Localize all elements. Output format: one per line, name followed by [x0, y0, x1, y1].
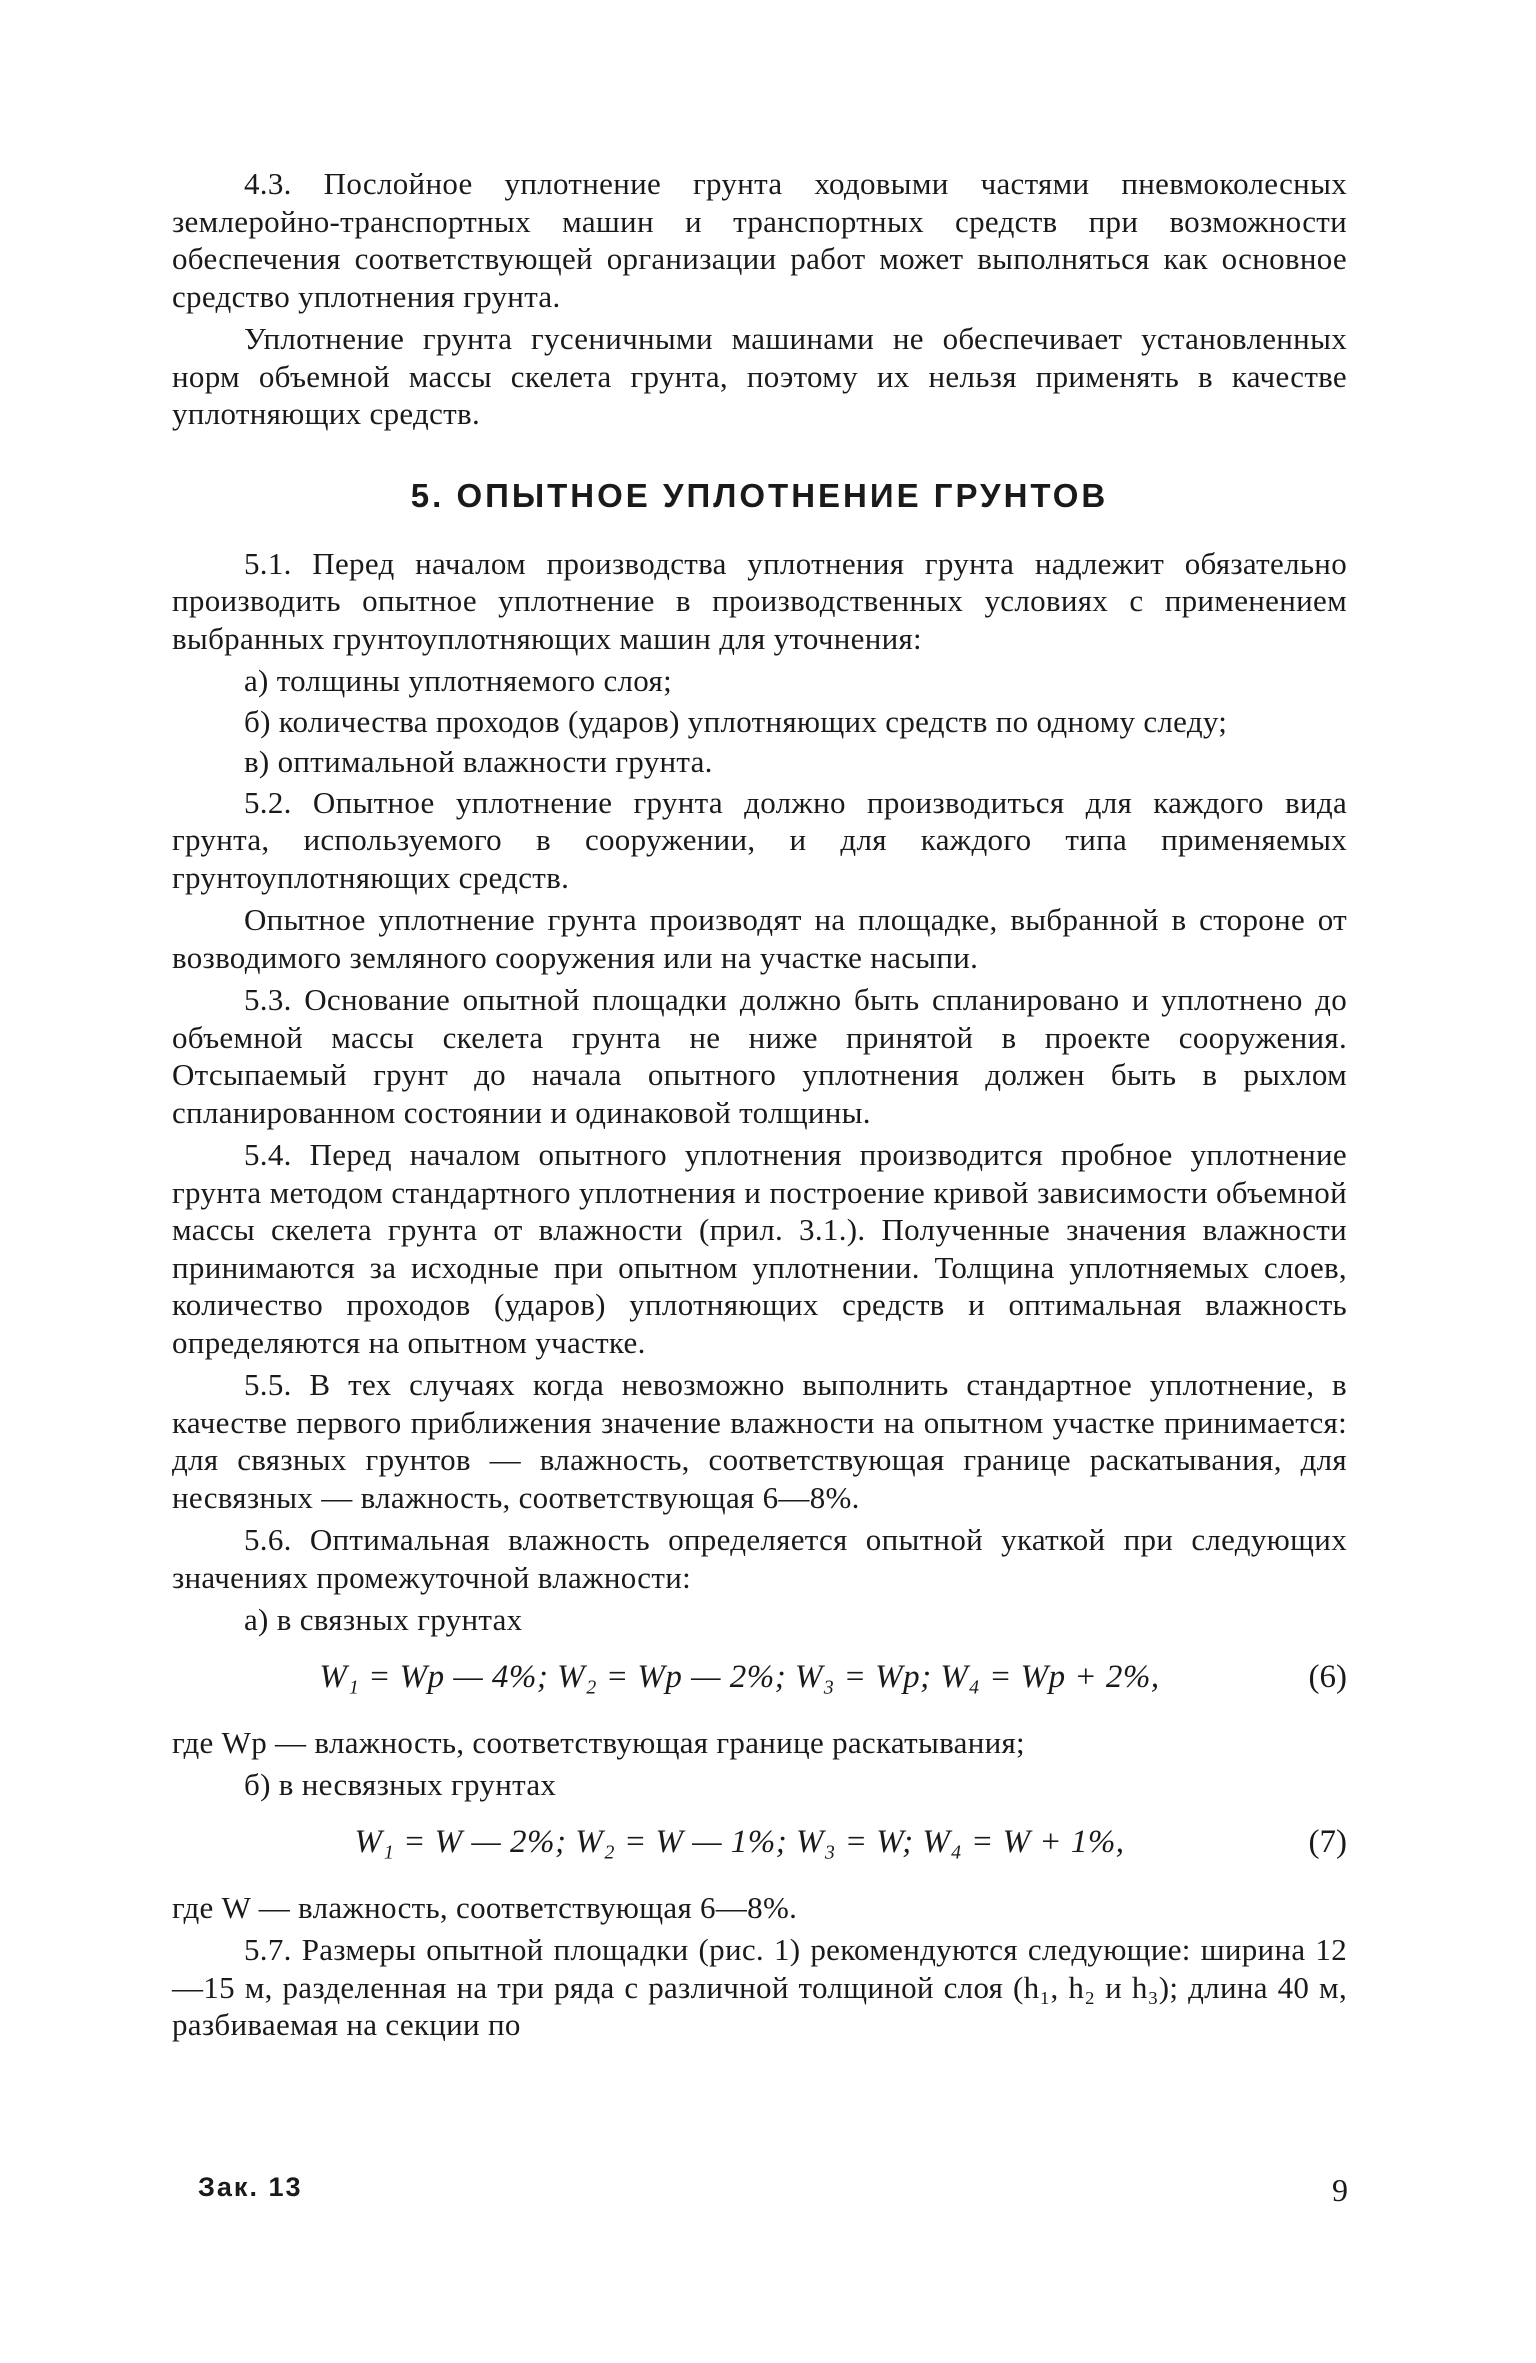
list-item-v: в) оптимальной влажности грунта. — [244, 744, 713, 779]
formula-6-expression: W₁ = Wр — 4%; W₂ = Wр — 2%; W₃ = Wр; W₄ = Wр + 2%, — [319, 1658, 1160, 1695]
formula-6-number: (6) — [1308, 1658, 1347, 1695]
paragraph-5-4: 5.4. Перед началом опытного уплотнения производится пробное уплотнение грунта методом стандартного уплотнения и построение кривой зависимости объемной массы скелета грунта от влажности (прил. 3.1.). Полученные значения влажности принимаются за исходные при опытном уплотнении. Толщина уплотняемых слоев, количество проходов (ударов) уплотняющих средств и оптимальная влажность определяются на опытном участке. — [172, 1137, 1347, 1360]
list-item-a: а) толщины уплотняемого слоя; — [244, 663, 672, 698]
list-item-b: б) количества проходов (ударов) уплотняющих средств по одному следу; — [244, 703, 1228, 739]
paragraph-5-5: 5.5. В тех случаях когда невозможно выполнить стандартное уплотнение, в качестве первого приближения значение влажности на опытном участке принимается: для связных грунтов — влажность, соответствующая границе раскатывания, для несвязных — влажность, соответствующая 6—8%. — [172, 1367, 1347, 1515]
paragraph-4-3: 4.3. Послойное уплотнение грунта ходовыми частями пневмоколесных землеройно-транспортных машин и транспортных средств при возможности обеспечения соответствующей организации работ может выполняться как основное средство уплотнения грунта. — [172, 166, 1347, 314]
paragraph-5-2-continued: Опытное уплотнение грунта производят на площадке, выбранной в стороне от возводимого земляного сооружения или на участке насыпи. — [172, 902, 1347, 975]
paragraph-4-3-continued: Уплотнение грунта гусеничными машинами не обеспечивает установленных норм объемной массы скелета грунта, поэтому их нельзя применять в качестве уплотняющих средств. — [172, 321, 1347, 431]
page-body — [172, 165, 1347, 2049]
formula-7-expression: W₁ = W — 2%; W₂ = W — 1%; W₃ = W; W₄ = W + 1%, — [354, 1823, 1125, 1860]
formula-7-number: (7) — [1308, 1823, 1347, 1860]
sub-item-b: б) в несвязных грунтах — [244, 1767, 557, 1802]
paragraph-5-3: 5.3. Основание опытной площадки должно быть спланировано и уплотнено до объемной массы скелета грунта не ниже принятой в проекте сооружения. Отсыпаемый грунт до начала опытного уплотнения должен быть в рыхлом спланированном состоянии и одинаковой толщины. — [172, 982, 1347, 1130]
formula-7 — [172, 1824, 1347, 1861]
formula-6 — [172, 1659, 1347, 1696]
paragraph-5-7: 5.7. Размеры опытной площадки (рис. 1) рекомендуются следующие: ширина 12—15 м, разделенная на три ряда с различной толщиной слоя (h₁, h₂ и h₃); длина 40 м, разбиваемая на секции по — [172, 1932, 1347, 2042]
where-6: где Wр — влажность, соответствующая границе раскатывания; — [172, 1724, 1025, 1760]
order-number: Зак. 13 — [198, 2172, 303, 2202]
sub-item-a: а) в связных грунтах — [244, 1602, 523, 1637]
section-heading: 5. ОПЫТНОЕ УПЛОТНЕНИЕ ГРУНТОВ — [410, 476, 1109, 514]
page-number: 9 — [1332, 2172, 1348, 2208]
paragraph-5-2: 5.2. Опытное уплотнение грунта должно производиться для каждого вида грунта, используемого в сооружении, и для каждого типа применяемых грунтоуплотняющих средств. — [172, 784, 1347, 895]
where-7: где W — влажность, соответствующая 6—8%. — [172, 1889, 798, 1925]
paragraph-5-6: 5.6. Оптимальная влажность определяется опытной укаткой при следующих значениях промежуточной влажности: — [172, 1522, 1347, 1595]
paragraph-5-1: 5.1. Перед началом производства уплотнения грунта надлежит обязательно производить опытное уплотнение в производственных условиях с применением выбранных грунтоуплотняющих машин для уточнения: — [172, 545, 1347, 656]
